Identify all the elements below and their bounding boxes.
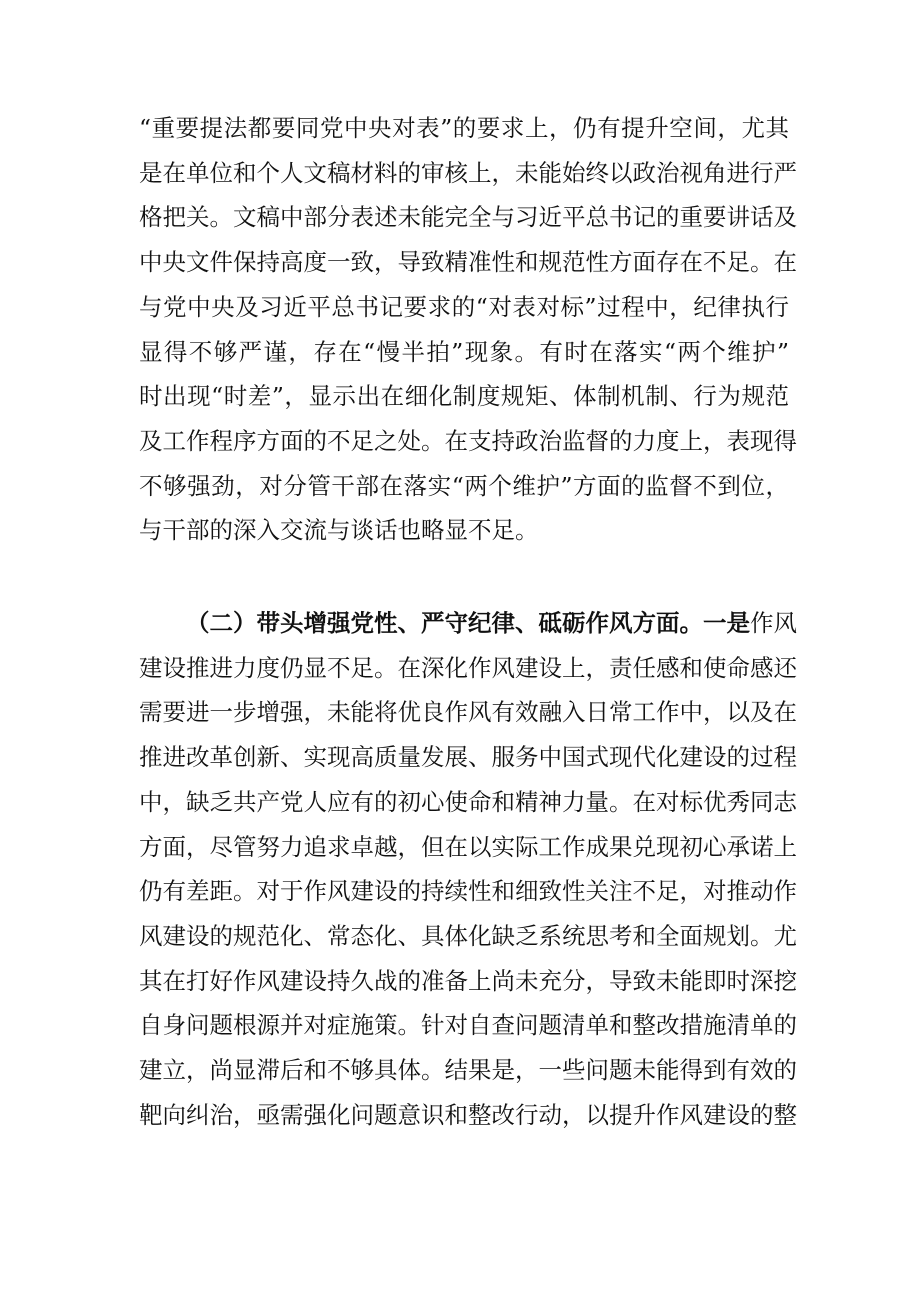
paragraph-line: 格把关。文稿中部分表述未能完全与习近平总书记的重要讲话及	[139, 203, 797, 232]
paragraph-line: 仍有差距。对于作风建设的持续性和细致性关注不足，对推动作	[139, 877, 797, 906]
paragraph-line: 推进改革创新、实现高质量发展、服务中国式现代化建设的过程	[139, 743, 797, 772]
paragraph-line: 自身问题根源并对症施策。针对自查问题清单和整改措施清单的	[139, 1011, 797, 1040]
paragraph-line: 方面，尽管努力追求卓越，但在以实际工作成果兑现初心承诺上	[139, 832, 797, 861]
paragraph-line: 其在打好作风建设持久战的准备上尚未充分，导致未能即时深挖	[139, 966, 797, 995]
paragraph-line: 靶向纠治，亟需强化问题意识和整改行动，以提升作风建设的整	[139, 1100, 797, 1129]
paragraph-line: 不够强劲，对分管干部在落实“两个维护”方面的监督不到位，	[139, 471, 789, 500]
paragraph-1	[139, 106, 797, 586]
paragraph-line: 建设推进力度仍显不足。在深化作风建设上，责任感和使命感还	[139, 653, 797, 682]
paragraph-line: 需要进一步增强，未能将优良作风有效融入日常工作中，以及在	[139, 698, 797, 727]
paragraph-line: 风建设的规范化、常态化、具体化缺乏系统思考和全面规划。尤	[139, 921, 797, 950]
paragraph-line: 中，缺乏共产党人应有的初心使命和精神力量。在对标优秀同志	[139, 787, 797, 816]
paragraph-line: 中央文件保持高度一致，导致精准性和规范性方面存在不足。在	[139, 248, 797, 277]
paragraph-2	[139, 601, 797, 1161]
paragraph-line: 显得不够严谨，存在“慢半拍”现象。有时在落实“两个维护”	[139, 337, 789, 366]
section-heading: （二）带头增强党性、严守纪律、砥砺作风方面。一是	[186, 609, 750, 637]
paragraph-line: 建立，尚显滞后和不够具体。结果是，一些问题未能得到有效的	[139, 1056, 797, 1084]
paragraph-line: “重要提法都要同党中央对表”的要求上，仍有提升空间，尤其	[139, 114, 789, 142]
paragraph-line: 与干部的深入交流与谈话也略显不足。	[139, 516, 539, 545]
paragraph-line: 及工作程序方面的不足之处。在支持政治监督的力度上，表现得	[139, 426, 797, 455]
paragraph-line: 时出现“时差”，显示出在细化制度规矩、体制机制、行为规范	[139, 382, 789, 411]
heading-continuation: 作风	[750, 609, 797, 637]
paragraph-heading-line	[139, 601, 797, 645]
paragraph-line: 是在单位和个人文稿材料的审核上，未能始终以政治视角进行严	[139, 158, 797, 187]
paragraph-line: 与党中央及习近平总书记要求的“对表对标”过程中，纪律执行	[139, 292, 789, 321]
